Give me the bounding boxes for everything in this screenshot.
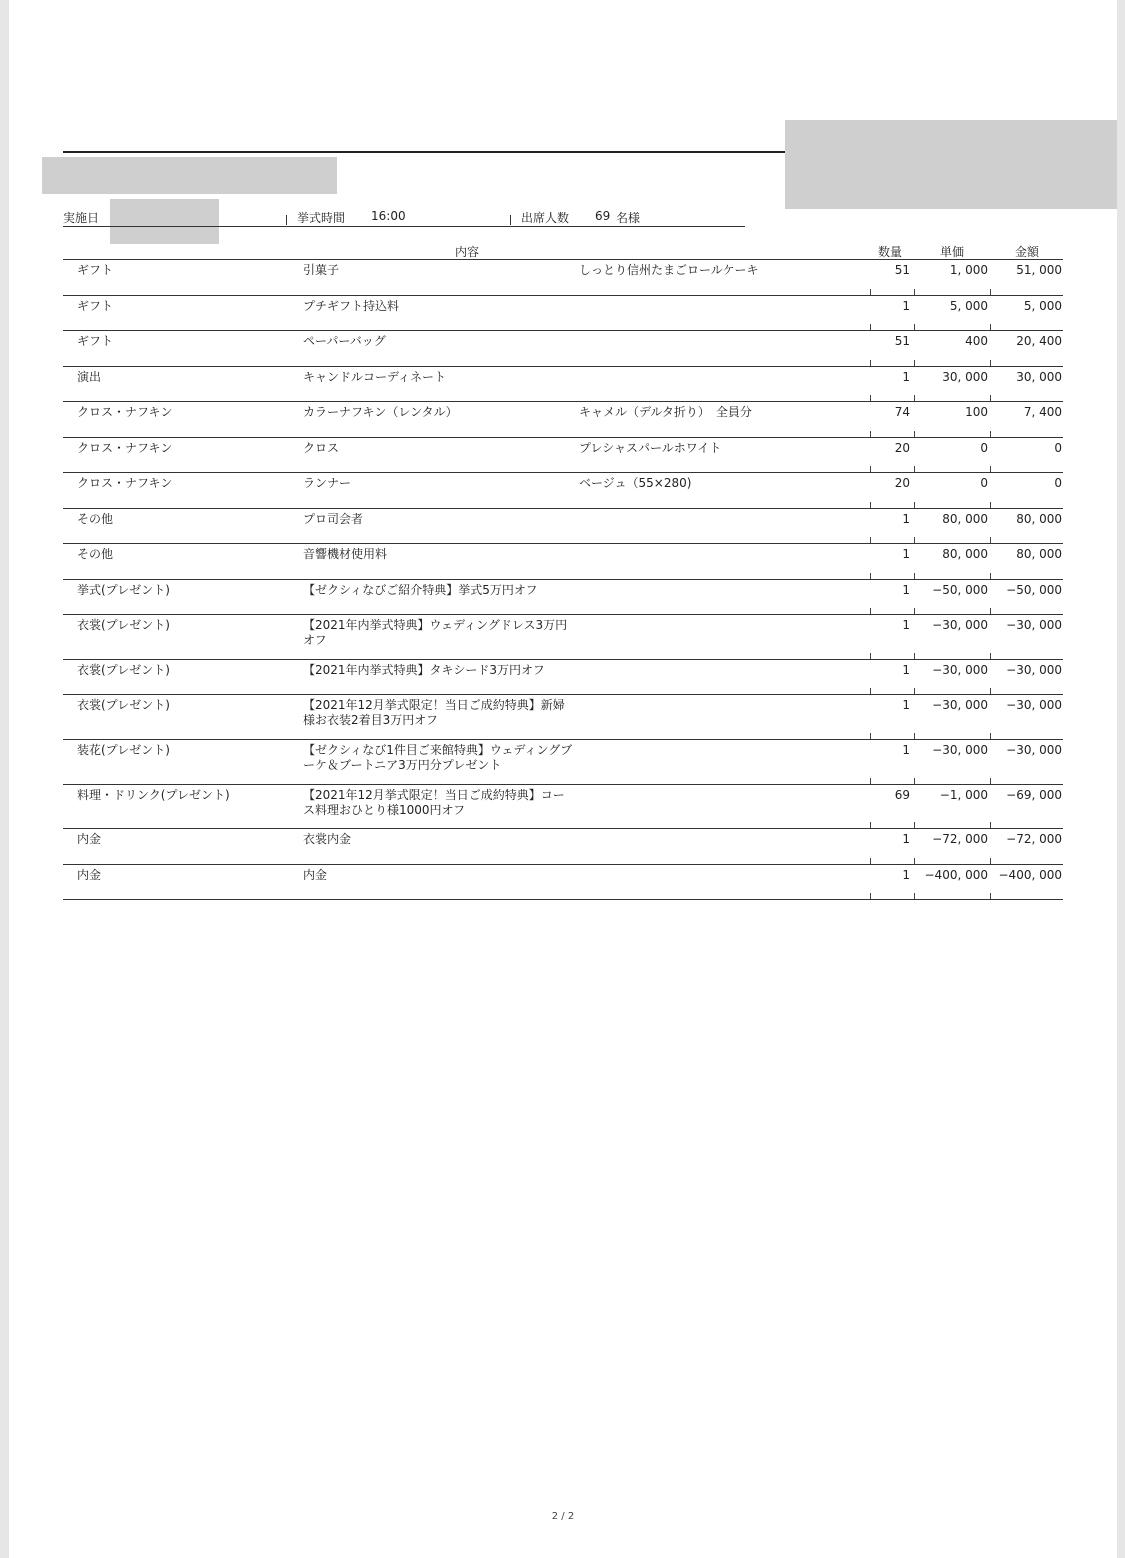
ceremony-time: 16:00: [371, 209, 406, 223]
table-row: [63, 331, 1063, 367]
row-category: 衣裳(プレゼント): [77, 618, 170, 632]
column-tick: [914, 653, 915, 659]
column-tick: [914, 466, 915, 472]
row-quantity: 51: [894, 334, 910, 348]
row-quantity: 1: [902, 512, 910, 526]
column-tick: [914, 502, 915, 508]
attendees-label: 出席人数: [521, 211, 570, 225]
table-row: [63, 615, 1063, 660]
table-row: [63, 785, 1063, 829]
column-tick: [914, 893, 915, 899]
column-header-content: 内容: [455, 245, 480, 259]
column-tick: [990, 893, 991, 899]
table-row: [63, 580, 1063, 615]
row-item: 【2021年内挙式特典】タキシード3万円オフ: [303, 663, 545, 677]
row-quantity: 74: [894, 405, 910, 419]
column-tick: [990, 395, 991, 401]
row-category: ギフト: [77, 299, 114, 313]
row-unit-price: 100: [965, 405, 988, 419]
row-quantity: 69: [894, 788, 910, 802]
row-item: プチギフト持込料: [303, 299, 400, 313]
document-page: [9, 0, 1117, 1558]
row-unit-price: −30, 000: [932, 618, 988, 632]
table-row: [63, 544, 1063, 580]
row-note: ベージュ（55×280): [579, 476, 692, 490]
row-note: プレシャスパールホワイト: [579, 441, 722, 455]
title-rule: [63, 151, 785, 153]
row-quantity: 1: [902, 618, 910, 632]
row-item: ペーパーバッグ: [303, 334, 386, 348]
column-tick: [870, 466, 871, 472]
row-category: 衣裳(プレゼント): [77, 698, 170, 712]
column-tick: [870, 688, 871, 694]
row-amount: 20, 400: [1016, 334, 1062, 348]
row-unit-price: 1, 000: [949, 263, 988, 277]
row-category: 料理・ドリンク(プレゼント): [77, 788, 230, 802]
row-amount: 80, 000: [1016, 512, 1062, 526]
row-unit-price: −1, 000: [939, 788, 988, 802]
row-unit-price: 0: [980, 476, 988, 490]
table-row: [63, 740, 1063, 785]
column-tick: [870, 608, 871, 614]
row-amount: −400, 000: [998, 868, 1062, 882]
row-quantity: 1: [902, 547, 910, 561]
row-category: ギフト: [77, 263, 114, 277]
date-label: 実施日: [63, 211, 100, 225]
attendees-count: 69: [595, 209, 611, 223]
table-row: [63, 829, 1063, 865]
row-item: 【2021年12月挙式限定！当日ご成約特典】コース料理おひとり様1000円オフ: [303, 788, 565, 817]
column-tick: [990, 858, 991, 864]
table-row: [63, 695, 1063, 740]
row-category: クロス・ナフキン: [77, 476, 173, 490]
column-tick: [914, 289, 915, 295]
row-amount: −30, 000: [1006, 743, 1062, 757]
redacted-block-title: [42, 157, 337, 194]
row-unit-price: −30, 000: [932, 743, 988, 757]
column-tick: [870, 778, 871, 784]
column-tick: [914, 858, 915, 864]
row-unit-price: 5, 000: [949, 299, 988, 313]
page-number: 2 / 2: [551, 1511, 575, 1522]
row-amount: −69, 000: [1006, 788, 1062, 802]
row-quantity: 1: [902, 370, 910, 384]
column-tick: [990, 431, 991, 437]
row-quantity: 1: [902, 299, 910, 313]
row-item: プロ司会者: [303, 512, 364, 526]
table-row: [63, 509, 1063, 544]
table-row: [63, 473, 1063, 509]
row-quantity: 1: [902, 832, 910, 846]
row-item: 引菓子: [303, 263, 340, 277]
column-header-quantity: 数量: [878, 245, 903, 259]
column-tick: [870, 395, 871, 401]
ceremony-time-label: 挙式時間: [297, 211, 346, 225]
row-category: その他: [77, 512, 114, 526]
row-amount: 0: [1054, 476, 1062, 490]
column-tick: [990, 688, 991, 694]
row-category: 内金: [77, 832, 102, 846]
row-amount: −50, 000: [1006, 583, 1062, 597]
column-tick: [914, 778, 915, 784]
row-item: 音響機材使用料: [303, 547, 388, 561]
column-tick: [870, 324, 871, 330]
row-item: 【2021年12月挙式限定！当日ご成約特典】新婦様お衣装2着目3万円オフ: [303, 698, 565, 727]
row-unit-price: 400: [965, 334, 988, 348]
table-row: [63, 660, 1063, 695]
row-amount: −30, 000: [1006, 663, 1062, 677]
column-tick: [990, 733, 991, 739]
row-category: 衣裳(プレゼント): [77, 663, 170, 677]
column-tick: [914, 431, 915, 437]
column-tick: [870, 822, 871, 828]
column-tick: [914, 324, 915, 330]
row-category: 演出: [77, 370, 102, 384]
row-category: その他: [77, 547, 114, 561]
attendees-suffix: 名様: [616, 211, 641, 225]
column-tick: [914, 733, 915, 739]
row-item: 【2021年内挙式特典】ウェディングドレス3万円オフ: [303, 618, 568, 647]
row-item: 【ゼクシィなび1件目ご来館特典】ウェディングブーケ＆ブートニア3万円分プレゼント: [303, 743, 573, 772]
column-tick: [990, 324, 991, 330]
row-quantity: 1: [902, 743, 910, 757]
column-tick: [914, 573, 915, 579]
column-header-unit-price: 単価: [940, 245, 965, 259]
row-category: クロス・ナフキン: [77, 405, 173, 419]
row-item: 【ゼクシィなびご紹介特典】挙式5万円オフ: [303, 583, 538, 597]
column-tick: [870, 502, 871, 508]
column-tick: [870, 289, 871, 295]
column-tick: [990, 778, 991, 784]
row-item: 衣裳内金: [303, 832, 352, 846]
column-tick: [914, 822, 915, 828]
row-quantity: 1: [902, 868, 910, 882]
column-tick: [870, 431, 871, 437]
redacted-date: [110, 199, 219, 244]
meta-underline: [63, 226, 745, 227]
column-tick: [914, 688, 915, 694]
row-amount: −30, 000: [1006, 618, 1062, 632]
row-item: キャンドルコーディネート: [303, 370, 447, 384]
row-category: ギフト: [77, 334, 114, 348]
column-tick: [990, 537, 991, 543]
row-unit-price: 30, 000: [942, 370, 988, 384]
table-row: [63, 402, 1063, 438]
row-category: 装花(プレゼント): [77, 743, 170, 757]
column-tick: [990, 502, 991, 508]
table-row: [63, 438, 1063, 473]
column-tick: [870, 537, 871, 543]
row-category: 挙式(プレゼント): [77, 583, 170, 597]
table-row: [63, 865, 1063, 900]
column-tick: [990, 466, 991, 472]
row-unit-price: 0: [980, 441, 988, 455]
table-row: [63, 367, 1063, 402]
column-tick: [914, 537, 915, 543]
row-unit-price: −72, 000: [932, 832, 988, 846]
row-amount: 30, 000: [1016, 370, 1062, 384]
row-category: 内金: [77, 868, 102, 882]
row-amount: 5, 000: [1023, 299, 1062, 313]
row-item: カラーナフキン（レンタル）: [303, 405, 458, 419]
row-item: ランナー: [303, 476, 352, 490]
column-tick: [870, 653, 871, 659]
row-unit-price: −30, 000: [932, 663, 988, 677]
row-note: しっとり信州たまごロールケーキ: [579, 263, 759, 277]
row-unit-price: −400, 000: [924, 868, 988, 882]
row-quantity: 1: [902, 698, 910, 712]
column-tick: [990, 360, 991, 366]
row-quantity: 20: [894, 441, 910, 455]
row-quantity: 51: [894, 263, 910, 277]
row-amount: 80, 000: [1016, 547, 1062, 561]
table-row: [63, 296, 1063, 331]
column-header-amount: 金額: [1015, 245, 1040, 259]
row-quantity: 20: [894, 476, 910, 490]
row-quantity: 1: [902, 583, 910, 597]
column-tick: [990, 822, 991, 828]
column-tick: [870, 893, 871, 899]
row-unit-price: 80, 000: [942, 547, 988, 561]
row-quantity: 1: [902, 663, 910, 677]
table-row: [63, 260, 1063, 296]
column-tick: [990, 573, 991, 579]
row-amount: 7, 400: [1023, 405, 1062, 419]
row-unit-price: −50, 000: [932, 583, 988, 597]
row-category: クロス・ナフキン: [77, 441, 173, 455]
column-tick: [914, 360, 915, 366]
column-tick: [870, 858, 871, 864]
column-tick: [914, 395, 915, 401]
meta-divider: [286, 215, 287, 225]
row-amount: −72, 000: [1006, 832, 1062, 846]
column-tick: [870, 573, 871, 579]
redacted-block-top-right: [785, 120, 1117, 209]
row-note: キャメル（デルタ折り） 全員分: [579, 405, 752, 419]
column-tick: [990, 289, 991, 295]
row-item: クロス: [303, 441, 340, 455]
column-tick: [990, 653, 991, 659]
column-tick: [990, 608, 991, 614]
row-unit-price: 80, 000: [942, 512, 988, 526]
row-amount: 51, 000: [1016, 263, 1062, 277]
column-tick: [870, 360, 871, 366]
row-amount: 0: [1054, 441, 1062, 455]
row-unit-price: −30, 000: [932, 698, 988, 712]
column-tick: [914, 608, 915, 614]
row-item: 内金: [303, 868, 328, 882]
meta-divider: [510, 215, 511, 225]
row-amount: −30, 000: [1006, 698, 1062, 712]
column-tick: [870, 733, 871, 739]
